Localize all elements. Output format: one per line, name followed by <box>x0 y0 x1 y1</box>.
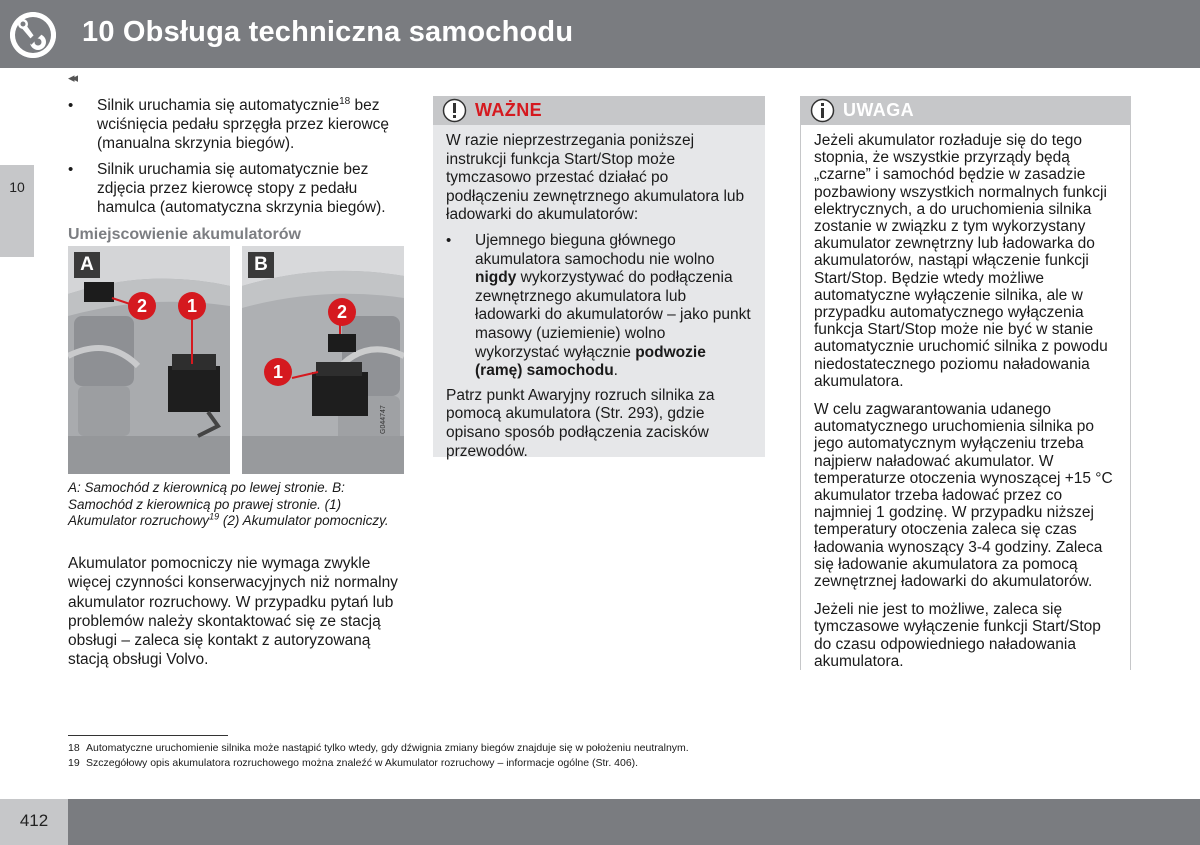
figure-caption: A: Samochód z kierownicą po lewej stronie. B: Samochód z kierownicą po prawej stronie. (1) Akumulator rozruchowy$^{19}$ (2) Akumulator pomocniczy. <box>68 480 389 528</box>
continued-arrows-icon: ◂◂ <box>68 70 76 85</box>
note-label: UWAGA <box>843 100 914 120</box>
page-number: 412 <box>19 811 49 830</box>
note-paragraph: Jeżeli nie jest to możliwe, zaleca się tymczasowe wyłączenie funkcji Start/Stop do czasu odpowiedniego naładowania akumulatora. <box>814 601 1101 670</box>
chapter-side-tab[interactable] <box>0 165 34 257</box>
body-paragraph: Akumulator pomocniczy nie wymaga zwykle więcej czynności konserwacyjnych niż normalny akumulator rozruchowy. W przypadku pytań lub problemów należy skontaktować się ze stacją obsługi – zaleca się kontakt z autoryzowaną stacją obsługi Volvo. <box>68 555 398 669</box>
important-intro: W razie nieprzestrzegania poniższej instrukcji funkcja Start/Stop może tymczasowo przestać działać po podłączeniu zewnętrznego akumulatora lub ładowarki do akumulatorów: <box>446 132 745 224</box>
chapter-number: 10 <box>9 179 25 195</box>
page-header <box>0 0 1200 68</box>
section-heading: Umiejscowienie akumulatorów <box>68 226 301 243</box>
left-column <box>68 96 398 244</box>
note-box-body <box>801 125 1130 670</box>
callout-auxiliary-battery: 2 <box>328 298 356 326</box>
footnote-divider <box>68 735 228 736</box>
engine-bay-right-drive-image <box>242 246 404 474</box>
intro-bullet-list <box>68 96 398 217</box>
panel-label-b: B <box>248 252 274 278</box>
note-box-header <box>801 96 1130 125</box>
page-footer <box>0 799 1200 845</box>
footnotes <box>68 741 1148 771</box>
important-outro: Patrz punkt Awaryjny rozruch silnika za pomocą akumulatora (Str. 293), gdzie opisano sposób podłączenia zacisków przewodów. <box>446 386 715 460</box>
callout-starter-battery: 1 <box>178 292 206 320</box>
list-item: • Silnik uruchamia się automatycznie bez zdjęcia przez kierowcę stopy z pedału hamulca (automatyczna skrzynia biegów). <box>68 160 398 217</box>
important-box-body <box>433 125 765 461</box>
figure-panel-a <box>68 246 230 474</box>
footnote-number: 18 <box>68 742 80 754</box>
important-bullet-list <box>446 232 751 381</box>
callout-auxiliary-battery: 2 <box>128 292 156 320</box>
engine-bay-left-drive-image <box>68 246 230 474</box>
footnote-ref[interactable]: 18 <box>339 95 351 107</box>
wrench-gear-icon <box>10 12 56 58</box>
important-box <box>433 96 765 460</box>
warning-icon <box>442 98 467 123</box>
page-number-box <box>0 799 68 845</box>
callout-starter-battery: 1 <box>264 358 292 386</box>
battery-location-figure <box>68 246 397 474</box>
important-label: WAŻNE <box>475 100 542 120</box>
list-item: • Silnik uruchamia się automatycznie$^{18}$ bez wciśnięcia pedału sprzęgła przez kierowcę (manualna skrzynia biegów). <box>68 96 398 153</box>
footnote-ref[interactable]: 19 <box>209 511 220 522</box>
info-icon <box>810 98 835 123</box>
list-item: • Ujemnego bieguna głównego akumulatora samochodu nie wolno nigdy wykorzystywać do podłączenia zewnętrznego akumulatora lub ładowarki do akumulatorów – jako punkt masowy (uziemienie) wolno wykorzystać wyłącznie podwozie (ramę) samochodu. <box>446 232 751 381</box>
important-box-header <box>433 96 765 125</box>
chapter-icon-box <box>0 0 68 68</box>
figure-code: G044747 <box>380 405 387 434</box>
page-title: 10 Obsługa techniczna samochodu <box>82 16 574 48</box>
footnote: 18 Automatyczne uruchomienie silnika może nastąpić tylko wtedy, gdy dźwignia zmiany biegów znajduje się w położeniu neutralnym. <box>68 742 689 754</box>
note-paragraph: W celu zagwarantowania udanego automatycznego uruchomienia silnika po jego automatycznym wyłączeniu trzeba najpierw naładować akumulator. W temperaturze otoczenia wynoszącej +15 °C akumulator trzeba ładować przez co najmniej 1 godzinę. W przypadku niższej temperatury otoczenia zaleca się czas ładowania wynoszący 3-4 godziny. Zaleca się ładowanie akumulatora za pomocą zewnętrznej ładowarki do akumulatorów. <box>814 401 1113 591</box>
note-paragraph: Jeżeli akumulator rozładuje się do tego stopnia, że wszystkie przyrządy będą „czarne” i samochód będzie w zasadzie pozbawiony wszystkich normalnych funkcji elektrycznych, a do uruchomienia silnika zostanie w związku z tym wykorzystany akumulator zewnętrzny lub ładowarka do akumulatorów, nastąpi włączenie funkcji Start/Stop. Będzie wtedy możliwe automatyczne wyłączenie silnika, ale w przypadku automatycznego wyłączenia funkcja Start/Stop może nie być w stanie automatycznie uruchomić silnika z powodu niedostatecznego poziomu naładowania akumulatora. <box>814 132 1108 390</box>
note-box <box>800 96 1131 670</box>
panel-label-a: A <box>74 252 100 278</box>
footnote: 19 Szczegółowy opis akumulatora rozruchowego można znaleźć w Akumulator rozruchowy – informacje ogólne (Str. 406). <box>68 757 639 769</box>
figure-panel-b <box>242 246 404 474</box>
footnote-number: 19 <box>68 757 80 769</box>
